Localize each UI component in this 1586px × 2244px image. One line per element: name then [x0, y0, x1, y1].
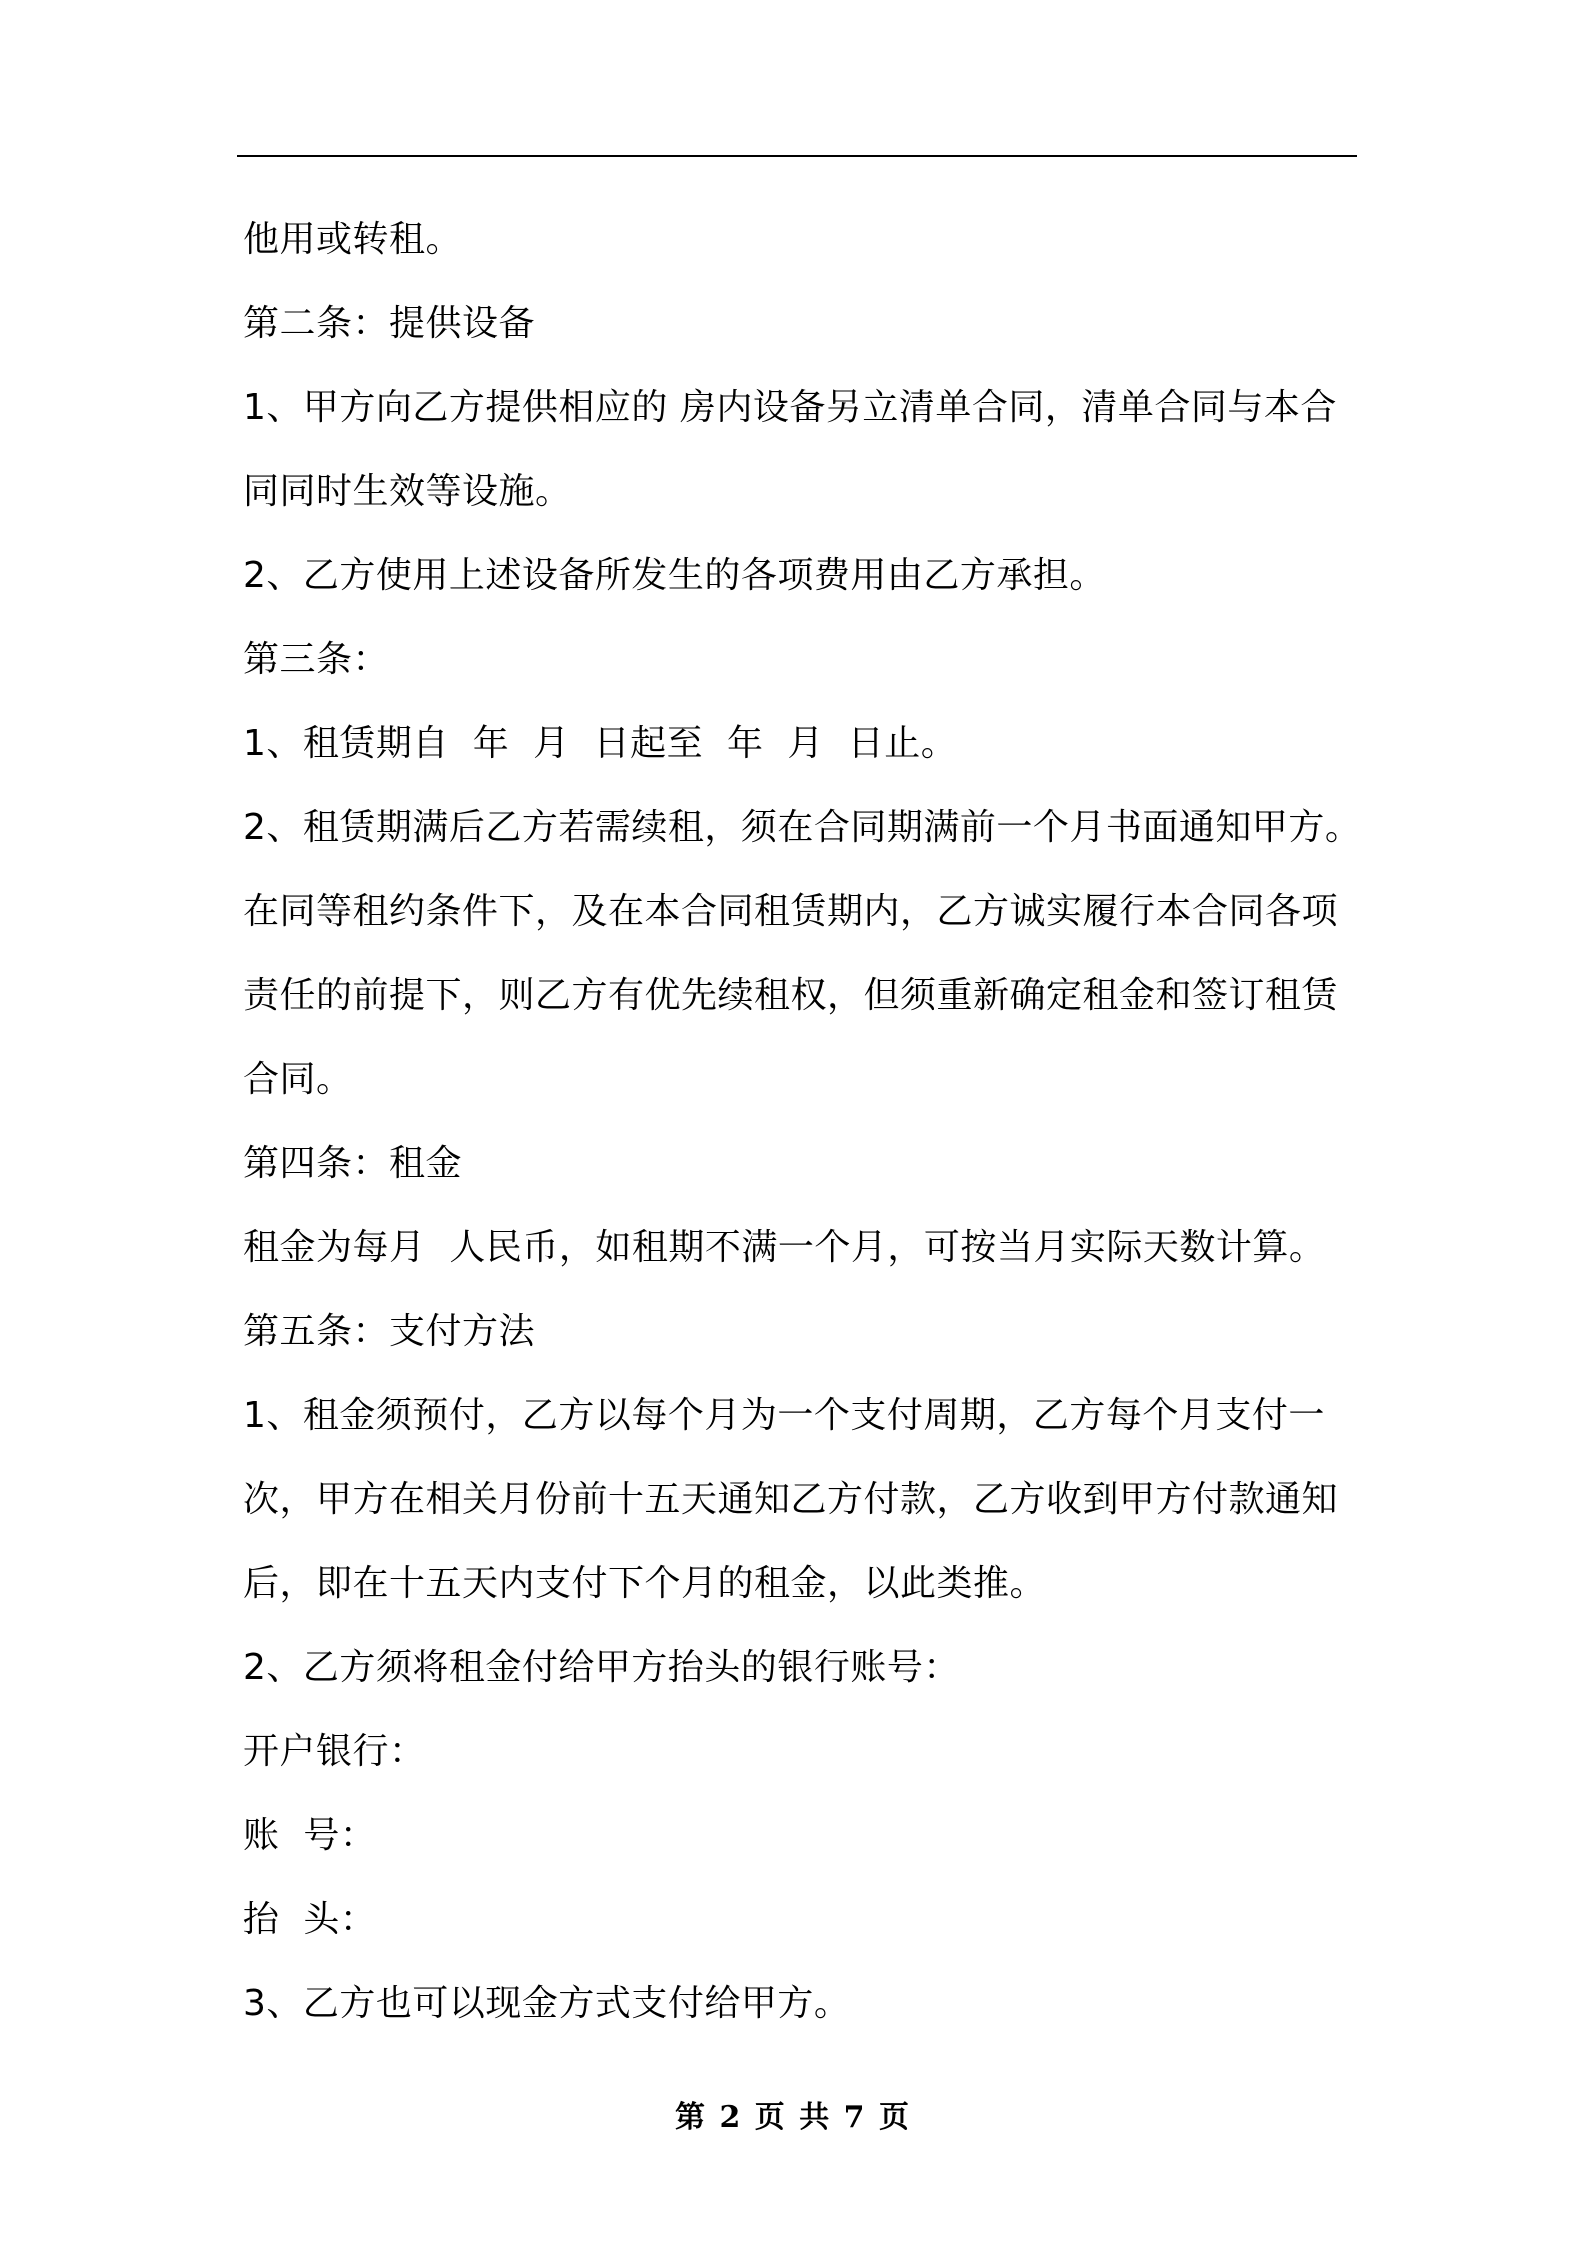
text-line: 1、租赁期自 年 月 日起至 年 月 日止。: [243, 723, 958, 764]
body-text: [243, 198, 1383, 2046]
article-4-heading: 第四条：租金: [243, 1143, 463, 1184]
page-number: 第 2 页 共 7 页: [675, 2100, 911, 2135]
article-5-heading: 第五条：支付方法: [243, 1311, 536, 1352]
text-line: 次，甲方在相关月份前十五天通知乙方付款，乙方收到甲方付款通知: [243, 1479, 1339, 1520]
text-line: 1、租金须预付，乙方以每个月为一个支付周期，乙方每个月支付一: [243, 1395, 1325, 1436]
text-line: 2、租赁期满后乙方若需续租，须在合同期满前一个月书面通知甲方。: [243, 807, 1362, 848]
article-2-heading: 第二条：提供设备: [243, 303, 536, 344]
text-line: 1、甲方向乙方提供相应的 房内设备另立清单合同，清单合同与本合: [243, 387, 1337, 428]
article-3-heading: 第三条：: [243, 639, 390, 680]
account-title-field: 抬 头：: [243, 1899, 377, 1940]
text-line: 在同等租约条件下，及在本合同租赁期内，乙方诚实履行本合同各项: [243, 891, 1339, 932]
text-line: 后，即在十五天内支付下个月的租金，以此类推。: [243, 1563, 1047, 1604]
page-footer: [0, 2098, 1586, 2138]
text-line: 同同时生效等设施。: [243, 471, 572, 512]
text-line: 2、乙方须将租金付给甲方抬头的银行账号：: [243, 1647, 960, 1688]
header-rule: [237, 155, 1357, 157]
bank-name-field: 开户银行：: [243, 1731, 426, 1772]
text-line: 责任的前提下，则乙方有优先续租权，但须重新确定租金和签订租赁: [243, 975, 1339, 1016]
text-line: 合同。: [243, 1059, 353, 1100]
text-line: 租金为每月 人民币，如租期不满一个月，可按当月实际天数计算。: [243, 1227, 1326, 1268]
text-line: 3、乙方也可以现金方式支付给甲方。: [243, 1983, 851, 2024]
account-number-field: 账 号：: [243, 1815, 377, 1856]
text-line: 2、乙方使用上述设备所发生的各项费用由乙方承担。: [243, 555, 1106, 596]
text-line: 他用或转租。: [243, 219, 463, 260]
